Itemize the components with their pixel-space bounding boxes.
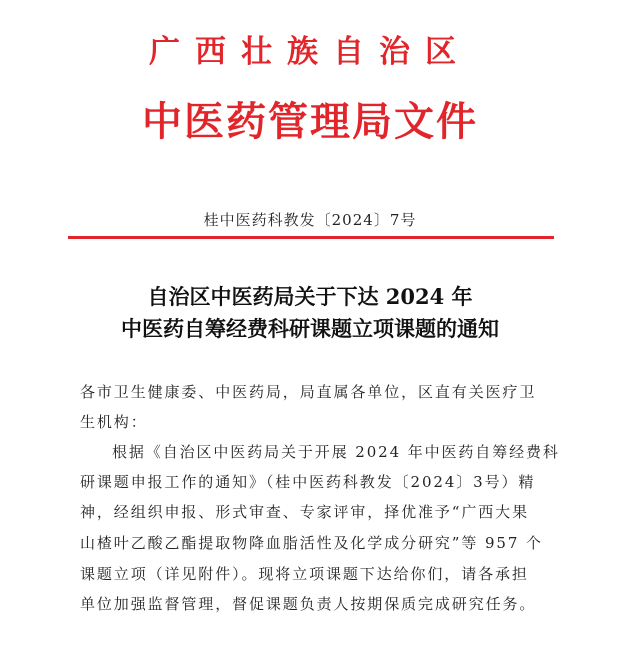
notice-title-line-1: 自治区中医药局关于下达 2024 年 [147, 284, 473, 309]
notice-title-line-2: 中医药自筹经费科研课题立项课题的通知 [121, 316, 499, 341]
addressee-line-2: 生机构： [80, 413, 148, 431]
body-paragraph-line-1: 根据《自治区中医药局关于开展 2024 年中医药自筹经费科 [112, 443, 560, 461]
body-paragraph-line-2: 研课题申报工作的通知》（桂中医药科教发〔2024〕3号）精 [80, 473, 536, 491]
issuer-region-heading: 广西壮族自治区 [149, 34, 471, 70]
addressee-line-1: 各市卫生健康委、中医药局，局直属各单位，区直有关医疗卫 [80, 383, 537, 401]
issuer-bureau-heading: 中医药管理局文件 [142, 98, 478, 145]
body-paragraph-line-3: 神，经组织申报、形式审查、专家评审，择优准予“广西大果 [80, 503, 529, 521]
document-number: 桂中医药科教发〔2024〕7号 [203, 211, 417, 229]
red-divider-rule [68, 236, 554, 239]
body-paragraph-line-6: 单位加强监督管理，督促课题负责人按期保质完成研究任务。 [80, 595, 537, 613]
body-paragraph-line-4: 山楂叶乙酸乙酯提取物降血脂活性及化学成分研究”等 957 个 [80, 534, 543, 552]
body-paragraph-line-5: 课题立项（详见附件）。现将立项课题下达给你们，请各承担 [80, 565, 529, 583]
